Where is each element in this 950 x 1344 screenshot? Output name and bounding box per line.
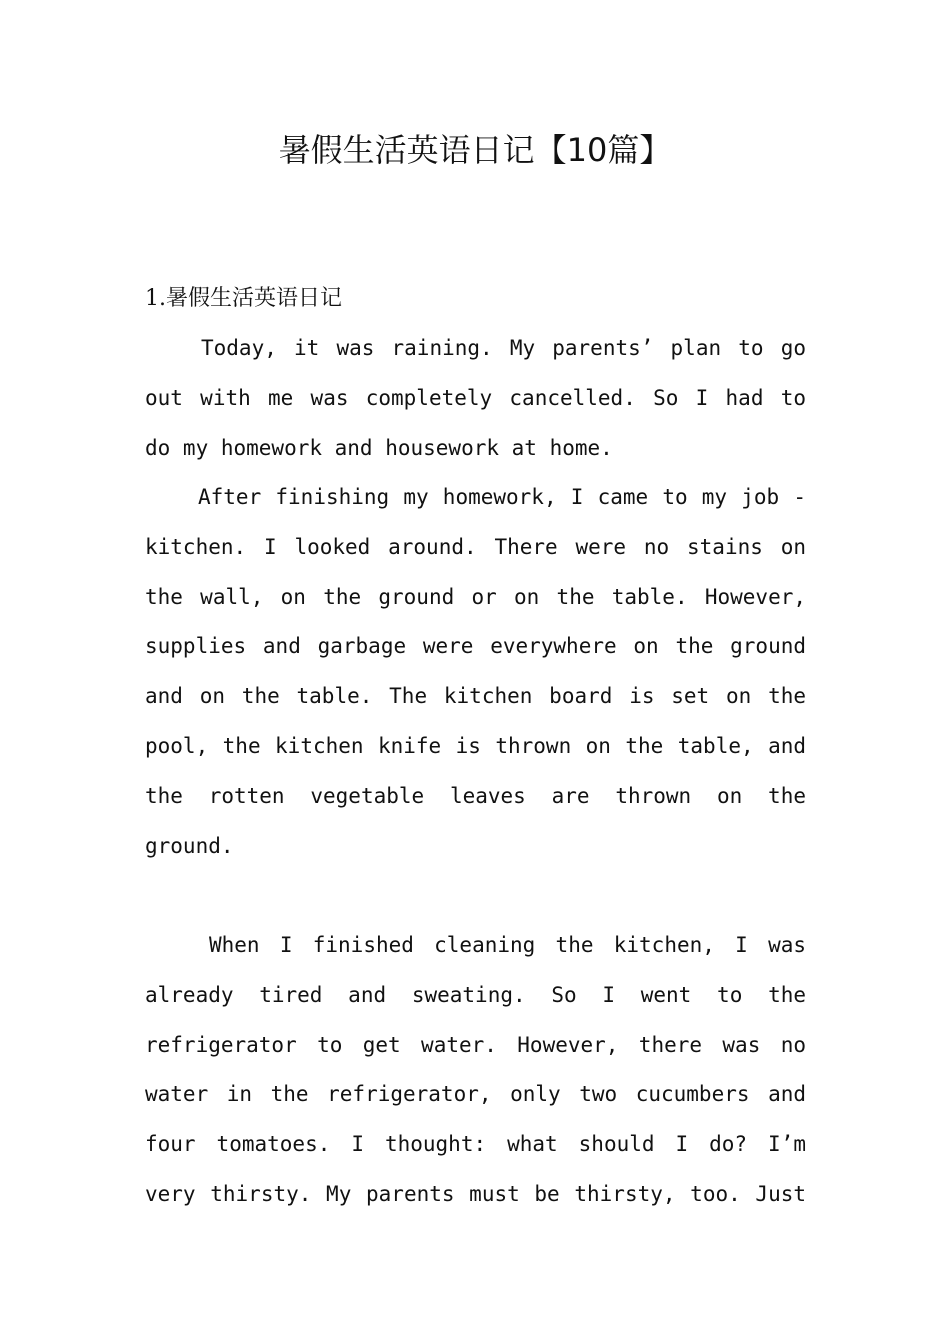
- paragraph-line: four tomatoes. I thought: what should I do? I’m: [145, 1132, 806, 1157]
- paragraph-line: and on the table. The kitchen board is set on the: [145, 684, 806, 709]
- paragraph-line: pool, the kitchen knife is thrown on the table, and: [145, 733, 806, 758]
- paragraph-line: the rotten vegetable leaves are thrown on the: [145, 783, 806, 808]
- paragraph-line: refrigerator to get water. However, there was no: [145, 1032, 806, 1057]
- paragraph-line: very thirsty. My parents must be thirsty, too. Just: [145, 1181, 806, 1206]
- paragraph-line: ground.: [145, 833, 234, 858]
- paragraph-line: kitchen. I looked around. There were no stains on: [145, 534, 806, 559]
- paragraph-line: water in the refrigerator, only two cucumbers and: [145, 1082, 806, 1107]
- paragraph-line: the wall, on the ground or on the table. However,: [145, 584, 806, 609]
- section-heading: 1.暑假生活英语日记: [145, 286, 342, 311]
- document-title: 暑假生活英语日记【10篇】: [278, 131, 672, 169]
- paragraph-1: [145, 324, 806, 473]
- paragraph-line: supplies and garbage were everywhere on the ground: [145, 634, 806, 659]
- paragraph-line: When I finished cleaning the kitchen, I was: [209, 933, 806, 957]
- paragraph-line: After finishing my homework, I came to my job -: [198, 485, 806, 509]
- paragraph-line: do my homework and housework at home.: [145, 435, 613, 460]
- paragraph-line: already tired and sweating. So I went to the: [145, 982, 806, 1007]
- paragraph-line: Today, it was raining. My parents’ plan to go: [201, 336, 806, 360]
- paragraph-2: [145, 473, 806, 871]
- paragraph-line: out with me was completely cancelled. So I had to: [145, 385, 806, 410]
- paragraph-3: [145, 921, 806, 1220]
